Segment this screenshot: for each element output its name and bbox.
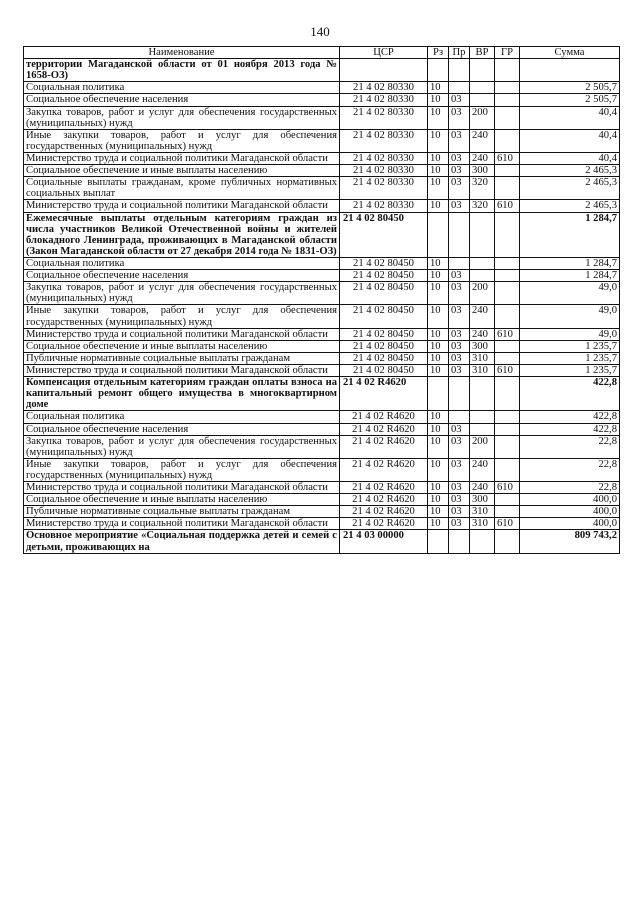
row-vr: 300 [470, 165, 495, 177]
row-gr: 610 [495, 364, 520, 376]
row-pr: 03 [449, 518, 470, 530]
row-pr: 03 [449, 106, 470, 129]
table-row [24, 305, 620, 328]
row-gr [495, 305, 520, 328]
row-csr: 21 4 02 R4620 [340, 506, 428, 518]
row-name: Министерство труда и социальной политики Магаданской области [24, 364, 340, 376]
row-csr: 21 4 02 80330 [340, 200, 428, 212]
row-rz: 10 [428, 282, 449, 305]
row-gr [495, 377, 520, 411]
row-gr [495, 423, 520, 435]
row-name: Социальное обеспечение и иные выплаты населению [24, 340, 340, 352]
row-name: Иные закупки товаров, работ и услуг для обеспечения государственных (муниципальных) нужд [24, 305, 340, 328]
row-csr: 21 4 02 R4620 [340, 423, 428, 435]
row-vr: 240 [470, 305, 495, 328]
row-vr: 310 [470, 364, 495, 376]
table-header [24, 47, 620, 59]
row-pr: 03 [449, 282, 470, 305]
row-gr [495, 59, 520, 82]
row-name: Социальные выплаты гражданам, кроме публичных нормативных социальных выплат [24, 177, 340, 200]
row-gr [495, 106, 520, 129]
row-sum: 400,0 [520, 518, 620, 530]
table-row [24, 530, 620, 553]
row-gr: 610 [495, 200, 520, 212]
row-pr: 03 [449, 328, 470, 340]
row-rz: 10 [428, 129, 449, 152]
row-gr [495, 435, 520, 458]
row-vr: 240 [470, 458, 495, 481]
row-vr [470, 212, 495, 257]
row-pr: 03 [449, 458, 470, 481]
table-row [24, 257, 620, 269]
row-pr: 03 [449, 165, 470, 177]
row-pr [449, 377, 470, 411]
row-csr: 21 4 02 R4620 [340, 377, 428, 411]
row-rz: 10 [428, 165, 449, 177]
row-pr: 03 [449, 352, 470, 364]
header-pr: Пр [449, 47, 470, 59]
row-vr: 240 [470, 482, 495, 494]
row-name: Социальное обеспечение населения [24, 94, 340, 106]
table-row [24, 94, 620, 106]
row-gr [495, 165, 520, 177]
row-rz: 10 [428, 423, 449, 435]
row-rz: 10 [428, 494, 449, 506]
row-gr [495, 94, 520, 106]
row-name: Социальное обеспечение населения [24, 270, 340, 282]
row-sum: 49,0 [520, 282, 620, 305]
table-row [24, 165, 620, 177]
row-pr: 03 [449, 482, 470, 494]
row-name: Публичные нормативные социальные выплаты гражданам [24, 352, 340, 364]
row-rz: 10 [428, 257, 449, 269]
row-gr [495, 506, 520, 518]
row-pr: 03 [449, 364, 470, 376]
row-name: Министерство труда и социальной политики Магаданской области [24, 200, 340, 212]
row-gr [495, 340, 520, 352]
row-csr: 21 4 02 R4620 [340, 458, 428, 481]
row-vr: 240 [470, 328, 495, 340]
row-name: Министерство труда и социальной политики Магаданской области [24, 152, 340, 164]
row-pr: 03 [449, 423, 470, 435]
row-vr: 310 [470, 506, 495, 518]
table-row [24, 59, 620, 82]
row-csr [340, 59, 428, 82]
row-rz [428, 59, 449, 82]
row-sum: 2 465,3 [520, 165, 620, 177]
row-name: Социальное обеспечение и иные выплаты населению [24, 494, 340, 506]
row-gr [495, 270, 520, 282]
row-gr [495, 411, 520, 423]
row-name: Министерство труда и социальной политики Магаданской области [24, 482, 340, 494]
row-name: Иные закупки товаров, работ и услуг для обеспечения государственных (муниципальных) нужд [24, 129, 340, 152]
row-csr: 21 4 02 80450 [340, 282, 428, 305]
row-gr [495, 352, 520, 364]
row-pr: 03 [449, 270, 470, 282]
table-row [24, 340, 620, 352]
row-csr: 21 4 02 R4620 [340, 482, 428, 494]
row-csr: 21 4 02 80330 [340, 94, 428, 106]
row-name: Закупка товаров, работ и услуг для обеспечения государственных (муниципальных) нужд [24, 106, 340, 129]
row-pr: 03 [449, 94, 470, 106]
row-rz: 10 [428, 506, 449, 518]
row-sum: 422,8 [520, 377, 620, 411]
row-rz: 10 [428, 152, 449, 164]
row-name: Социальная политика [24, 257, 340, 269]
row-gr [495, 530, 520, 553]
row-vr: 200 [470, 106, 495, 129]
table-row [24, 270, 620, 282]
row-rz: 10 [428, 352, 449, 364]
row-vr [470, 270, 495, 282]
row-rz: 10 [428, 340, 449, 352]
row-vr: 320 [470, 177, 495, 200]
row-csr: 21 4 02 80450 [340, 257, 428, 269]
row-sum: 22,8 [520, 482, 620, 494]
row-csr: 21 4 02 80450 [340, 270, 428, 282]
row-vr [470, 411, 495, 423]
row-sum: 422,8 [520, 423, 620, 435]
row-name: Компенсация отдельным категориям граждан оплаты взноса на капитальный ремонт общего имущества в многоквартирном доме [24, 377, 340, 411]
row-rz: 10 [428, 82, 449, 94]
row-sum: 49,0 [520, 328, 620, 340]
row-csr: 21 4 02 80330 [340, 152, 428, 164]
row-vr: 200 [470, 282, 495, 305]
row-pr [449, 411, 470, 423]
row-pr: 03 [449, 129, 470, 152]
row-rz: 10 [428, 435, 449, 458]
row-vr: 320 [470, 200, 495, 212]
budget-table [23, 46, 620, 554]
table-row [24, 482, 620, 494]
row-vr [470, 377, 495, 411]
table-row [24, 282, 620, 305]
row-pr [449, 82, 470, 94]
row-vr [470, 82, 495, 94]
row-csr: 21 4 02 80450 [340, 340, 428, 352]
row-sum: 1 284,7 [520, 212, 620, 257]
row-sum: 22,8 [520, 435, 620, 458]
row-pr: 03 [449, 435, 470, 458]
row-sum: 40,4 [520, 152, 620, 164]
row-sum: 1 284,7 [520, 270, 620, 282]
row-vr: 300 [470, 340, 495, 352]
row-rz: 10 [428, 200, 449, 212]
row-vr [470, 423, 495, 435]
row-vr [470, 530, 495, 553]
row-sum: 1 235,7 [520, 340, 620, 352]
row-name: Социальное обеспечение населения [24, 423, 340, 435]
row-csr: 21 4 02 80330 [340, 82, 428, 94]
table-row [24, 352, 620, 364]
row-pr: 03 [449, 494, 470, 506]
row-gr [495, 458, 520, 481]
row-csr: 21 4 02 R4620 [340, 411, 428, 423]
row-sum: 1 235,7 [520, 352, 620, 364]
row-pr: 03 [449, 200, 470, 212]
row-rz: 10 [428, 518, 449, 530]
table-row [24, 377, 620, 411]
row-gr: 610 [495, 152, 520, 164]
row-pr: 03 [449, 340, 470, 352]
row-rz: 10 [428, 94, 449, 106]
row-sum: 400,0 [520, 494, 620, 506]
row-rz: 10 [428, 482, 449, 494]
row-gr [495, 82, 520, 94]
table-row [24, 518, 620, 530]
header-gr: ГР [495, 47, 520, 59]
row-gr: 610 [495, 518, 520, 530]
row-sum: 40,4 [520, 106, 620, 129]
row-csr: 21 4 02 80450 [340, 212, 428, 257]
row-vr: 240 [470, 129, 495, 152]
row-vr [470, 59, 495, 82]
row-sum: 49,0 [520, 305, 620, 328]
row-csr: 21 4 02 R4620 [340, 494, 428, 506]
row-csr: 21 4 03 00000 [340, 530, 428, 553]
row-gr: 610 [495, 328, 520, 340]
table-row [24, 435, 620, 458]
table-row [24, 328, 620, 340]
row-pr [449, 530, 470, 553]
table-row [24, 494, 620, 506]
row-gr [495, 494, 520, 506]
row-name: Министерство труда и социальной политики Магаданской области [24, 328, 340, 340]
row-csr: 21 4 02 80450 [340, 364, 428, 376]
row-gr [495, 129, 520, 152]
row-vr: 300 [470, 494, 495, 506]
row-sum: 22,8 [520, 458, 620, 481]
row-sum: 1 284,7 [520, 257, 620, 269]
table-row [24, 423, 620, 435]
row-csr: 21 4 02 80330 [340, 177, 428, 200]
row-sum: 40,4 [520, 129, 620, 152]
row-rz: 10 [428, 270, 449, 282]
row-name: Закупка товаров, работ и услуг для обеспечения государственных (муниципальных) нужд [24, 282, 340, 305]
row-pr [449, 257, 470, 269]
row-rz [428, 530, 449, 553]
row-sum: 2 465,3 [520, 177, 620, 200]
row-name: Социальная политика [24, 411, 340, 423]
row-gr [495, 212, 520, 257]
row-rz [428, 212, 449, 257]
table-row [24, 106, 620, 129]
row-csr: 21 4 02 80450 [340, 305, 428, 328]
row-rz [428, 377, 449, 411]
row-vr [470, 257, 495, 269]
row-vr: 200 [470, 435, 495, 458]
row-sum: 422,8 [520, 411, 620, 423]
row-rz: 10 [428, 458, 449, 481]
row-csr: 21 4 02 80330 [340, 106, 428, 129]
row-sum: 2 465,3 [520, 200, 620, 212]
table-row [24, 212, 620, 257]
row-rz: 10 [428, 364, 449, 376]
table-row [24, 506, 620, 518]
row-name: Основное мероприятие «Социальная поддержка детей и семей с детьми, проживающих на [24, 530, 340, 553]
header-rz: Рз [428, 47, 449, 59]
table-row [24, 411, 620, 423]
row-gr: 610 [495, 482, 520, 494]
row-pr: 03 [449, 152, 470, 164]
row-pr [449, 212, 470, 257]
header-vr: ВР [470, 47, 495, 59]
page-number: 140 [310, 24, 330, 39]
row-sum: 809 743,2 [520, 530, 620, 553]
row-name: Публичные нормативные социальные выплаты гражданам [24, 506, 340, 518]
header-sum: Сумма [520, 47, 620, 59]
table-row [24, 458, 620, 481]
row-csr: 21 4 02 R4620 [340, 435, 428, 458]
row-vr [470, 94, 495, 106]
table-row [24, 129, 620, 152]
row-pr: 03 [449, 506, 470, 518]
row-name: Ежемесячные выплаты отдельным категориям граждан из числа участников Великой Отечественной войны и жителей блокадного Ленинграда, проживающих в Магаданской области (Закон Магаданской области от 27 декабря 2014 года № 1831-ОЗ) [24, 212, 340, 257]
row-name: Закупка товаров, работ и услуг для обеспечения государственных (муниципальных) нужд [24, 435, 340, 458]
table-row [24, 200, 620, 212]
row-csr: 21 4 02 R4620 [340, 518, 428, 530]
row-gr [495, 177, 520, 200]
table-row [24, 177, 620, 200]
row-sum: 2 505,7 [520, 94, 620, 106]
header-name: Наименование [24, 47, 340, 59]
row-pr [449, 59, 470, 82]
row-sum [520, 59, 620, 82]
row-name: территории Магаданской области от 01 ноября 2013 года № 1658-ОЗ) [24, 59, 340, 82]
row-name: Иные закупки товаров, работ и услуг для обеспечения государственных (муниципальных) нужд [24, 458, 340, 481]
row-sum: 400,0 [520, 506, 620, 518]
row-rz: 10 [428, 106, 449, 129]
row-rz: 10 [428, 305, 449, 328]
row-vr: 310 [470, 518, 495, 530]
table-row [24, 152, 620, 164]
row-name: Министерство труда и социальной политики Магаданской области [24, 518, 340, 530]
row-sum: 2 505,7 [520, 82, 620, 94]
row-name: Социальная политика [24, 82, 340, 94]
row-csr: 21 4 02 80450 [340, 352, 428, 364]
row-vr: 310 [470, 352, 495, 364]
row-pr: 03 [449, 177, 470, 200]
row-name: Социальное обеспечение и иные выплаты населению [24, 165, 340, 177]
header-csr: ЦСР [340, 47, 428, 59]
row-csr: 21 4 02 80450 [340, 328, 428, 340]
row-csr: 21 4 02 80330 [340, 165, 428, 177]
row-sum: 1 235,7 [520, 364, 620, 376]
row-rz: 10 [428, 328, 449, 340]
row-gr [495, 257, 520, 269]
row-gr [495, 282, 520, 305]
table-row [24, 82, 620, 94]
row-rz: 10 [428, 177, 449, 200]
row-vr: 240 [470, 152, 495, 164]
row-rz: 10 [428, 411, 449, 423]
row-pr: 03 [449, 305, 470, 328]
table-row [24, 364, 620, 376]
row-csr: 21 4 02 80330 [340, 129, 428, 152]
